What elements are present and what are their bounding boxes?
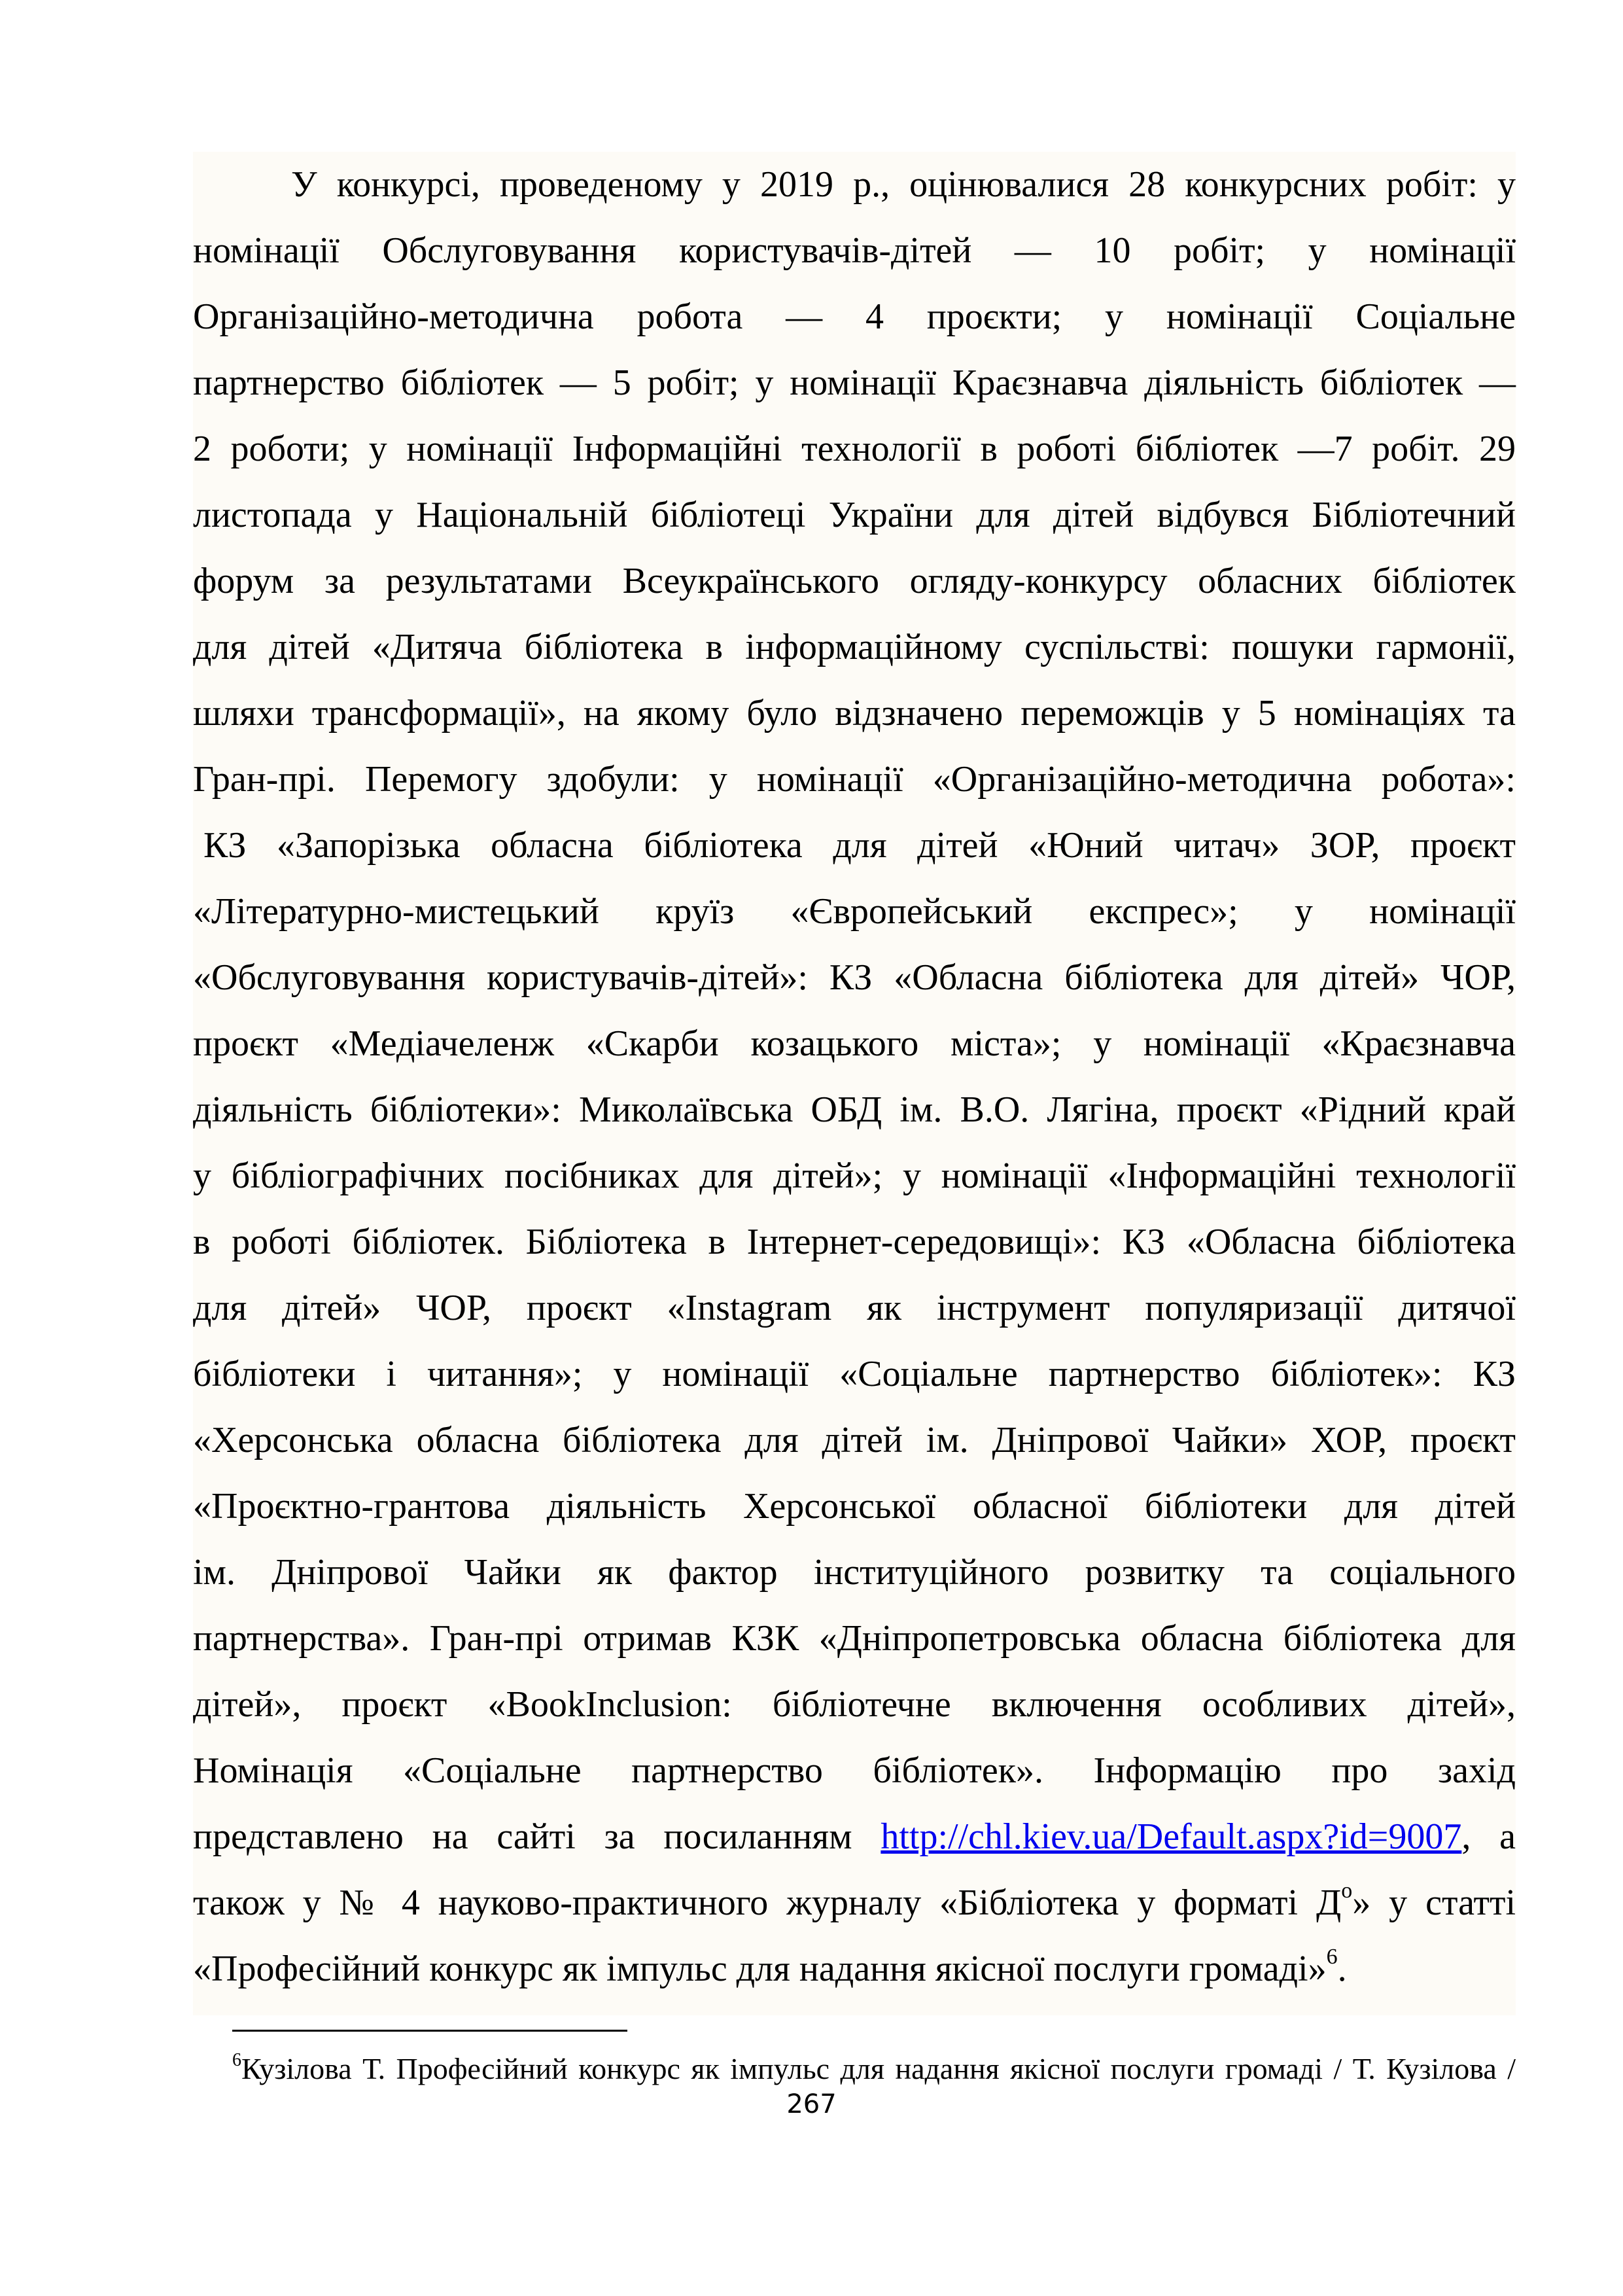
text-line: форум за результатами Всеукраїнського огляду-конкурсу обласних бібліотек — [193, 561, 1516, 601]
text-line: «Проєктно-грантова діяльність Херсонської обласної бібліотеки для дітей — [193, 1486, 1516, 1527]
text-line: «Літературно-мистецький круїз «Європейський експрес»; у номінації — [193, 891, 1516, 932]
text-line: У конкурсі, проведеному у 2019 р., оцінювалися 28 конкурсних робіт: у — [291, 164, 1516, 205]
text-line: в роботі бібліотек. Бібліотека в Інтернет-середовищі»: КЗ «Обласна бібліотека — [193, 1222, 1516, 1262]
text-line: номінації Обслуговування користувачів-дітей — 10 робіт; у номінації — [193, 230, 1516, 271]
text-span: » у статті — [1352, 1882, 1516, 1923]
text-line: партнерства». Гран-прі отримав КЗК «Дніпропетровська обласна бібліотека для — [193, 1618, 1516, 1659]
text-line: бібліотеки і читання»; у номінації «Соціальне партнерство бібліотек»: КЗ — [193, 1354, 1516, 1394]
text-line: Гран-прі. Перемогу здобули: у номінації «Організаційно-методична робота»: — [193, 759, 1516, 800]
text-line: Номінація «Соціальне партнерство бібліотек». Інформацію про захід — [193, 1750, 1516, 1791]
text-line: дітей», проєкт «BookInclusion: бібліотечне включення особливих дітей», — [193, 1684, 1516, 1725]
text-line: 2 роботи; у номінації Інформаційні технології в роботі бібліотек —7 робіт. 29 — [193, 429, 1516, 469]
footnote-reference[interactable]: 6 — [1326, 1945, 1338, 1969]
body-text — [193, 152, 1516, 2015]
text-line — [193, 1870, 1516, 1936]
text-span: , а — [1461, 1816, 1516, 1857]
page-number: 267 — [786, 2089, 837, 2119]
footnote-marker: 6 — [232, 2049, 241, 2070]
text-line: «Обслуговування користувачів-дітей»: КЗ «Обласна бібліотека для дітей» ЧОР, — [193, 957, 1516, 998]
text-line: ім. Дніпрової Чайки як фактор інституційного розвитку та соціального — [193, 1552, 1516, 1593]
text-span: також у № 4 науково-практичного журналу «Бібліотека у форматі Д — [193, 1882, 1342, 1923]
text-line: партнерство бібліотек — 5 робіт; у номінації Краєзнавча діяльність бібліотек — — [193, 362, 1516, 403]
text-span: «Професійний конкурс як імпульс для надання якісної послуги громаді» — [193, 1949, 1327, 1989]
text-line: «Херсонська обласна бібліотека для дітей ім. Дніпрової Чайки» ХОР, проєкт — [193, 1420, 1516, 1460]
text-line: КЗ «Запорізька обласна бібліотека для дітей «Юний читач» ЗОР, проєкт — [203, 825, 1516, 866]
text-line-with-link — [193, 1804, 1516, 1870]
footnote-text: Кузілова Т. Професійний конкурс як імпульс для надання якісної послуги громаді / Т. Кузілова / — [241, 2052, 1516, 2085]
superscript: о — [1341, 1879, 1353, 1903]
text-line: для дітей «Дитяча бібліотека в інформаційному суспільстві: пошуки гармонії, — [193, 627, 1516, 667]
source-link[interactable]: http://chl.kiev.ua/Default.aspx?id=9007 — [881, 1816, 1462, 1857]
footnote-separator — [232, 2030, 627, 2032]
text-line: у бібліографічних посібниках для дітей»; у номінації «Інформаційні технології — [193, 1156, 1516, 1196]
text-span: . — [1337, 1949, 1347, 1989]
text-line: проєкт «Медіачеленж «Скарби козацького міста»; у номінації «Краєзнавча — [193, 1023, 1516, 1064]
text-line: шляхи трансформації», на якому було відзначено переможців у 5 номінаціях та — [193, 693, 1516, 733]
text-line: діяльність бібліотеки»: Миколаївська ОБД ім. В.О. Лягіна, проєкт «Рідний край — [193, 1089, 1516, 1130]
text-line: для дітей» ЧОР, проєкт «Instagram як інструмент популяризації дитячої — [193, 1288, 1516, 1328]
text-line — [193, 1936, 1516, 2002]
text-line: Організаційно-методична робота — 4 проєкти; у номінації Соціальне — [193, 296, 1516, 337]
text-span: представлено на сайті за посиланням — [193, 1816, 881, 1857]
text-line: листопада у Національній бібліотеці України для дітей відбувся Бібліотечний — [193, 495, 1516, 535]
